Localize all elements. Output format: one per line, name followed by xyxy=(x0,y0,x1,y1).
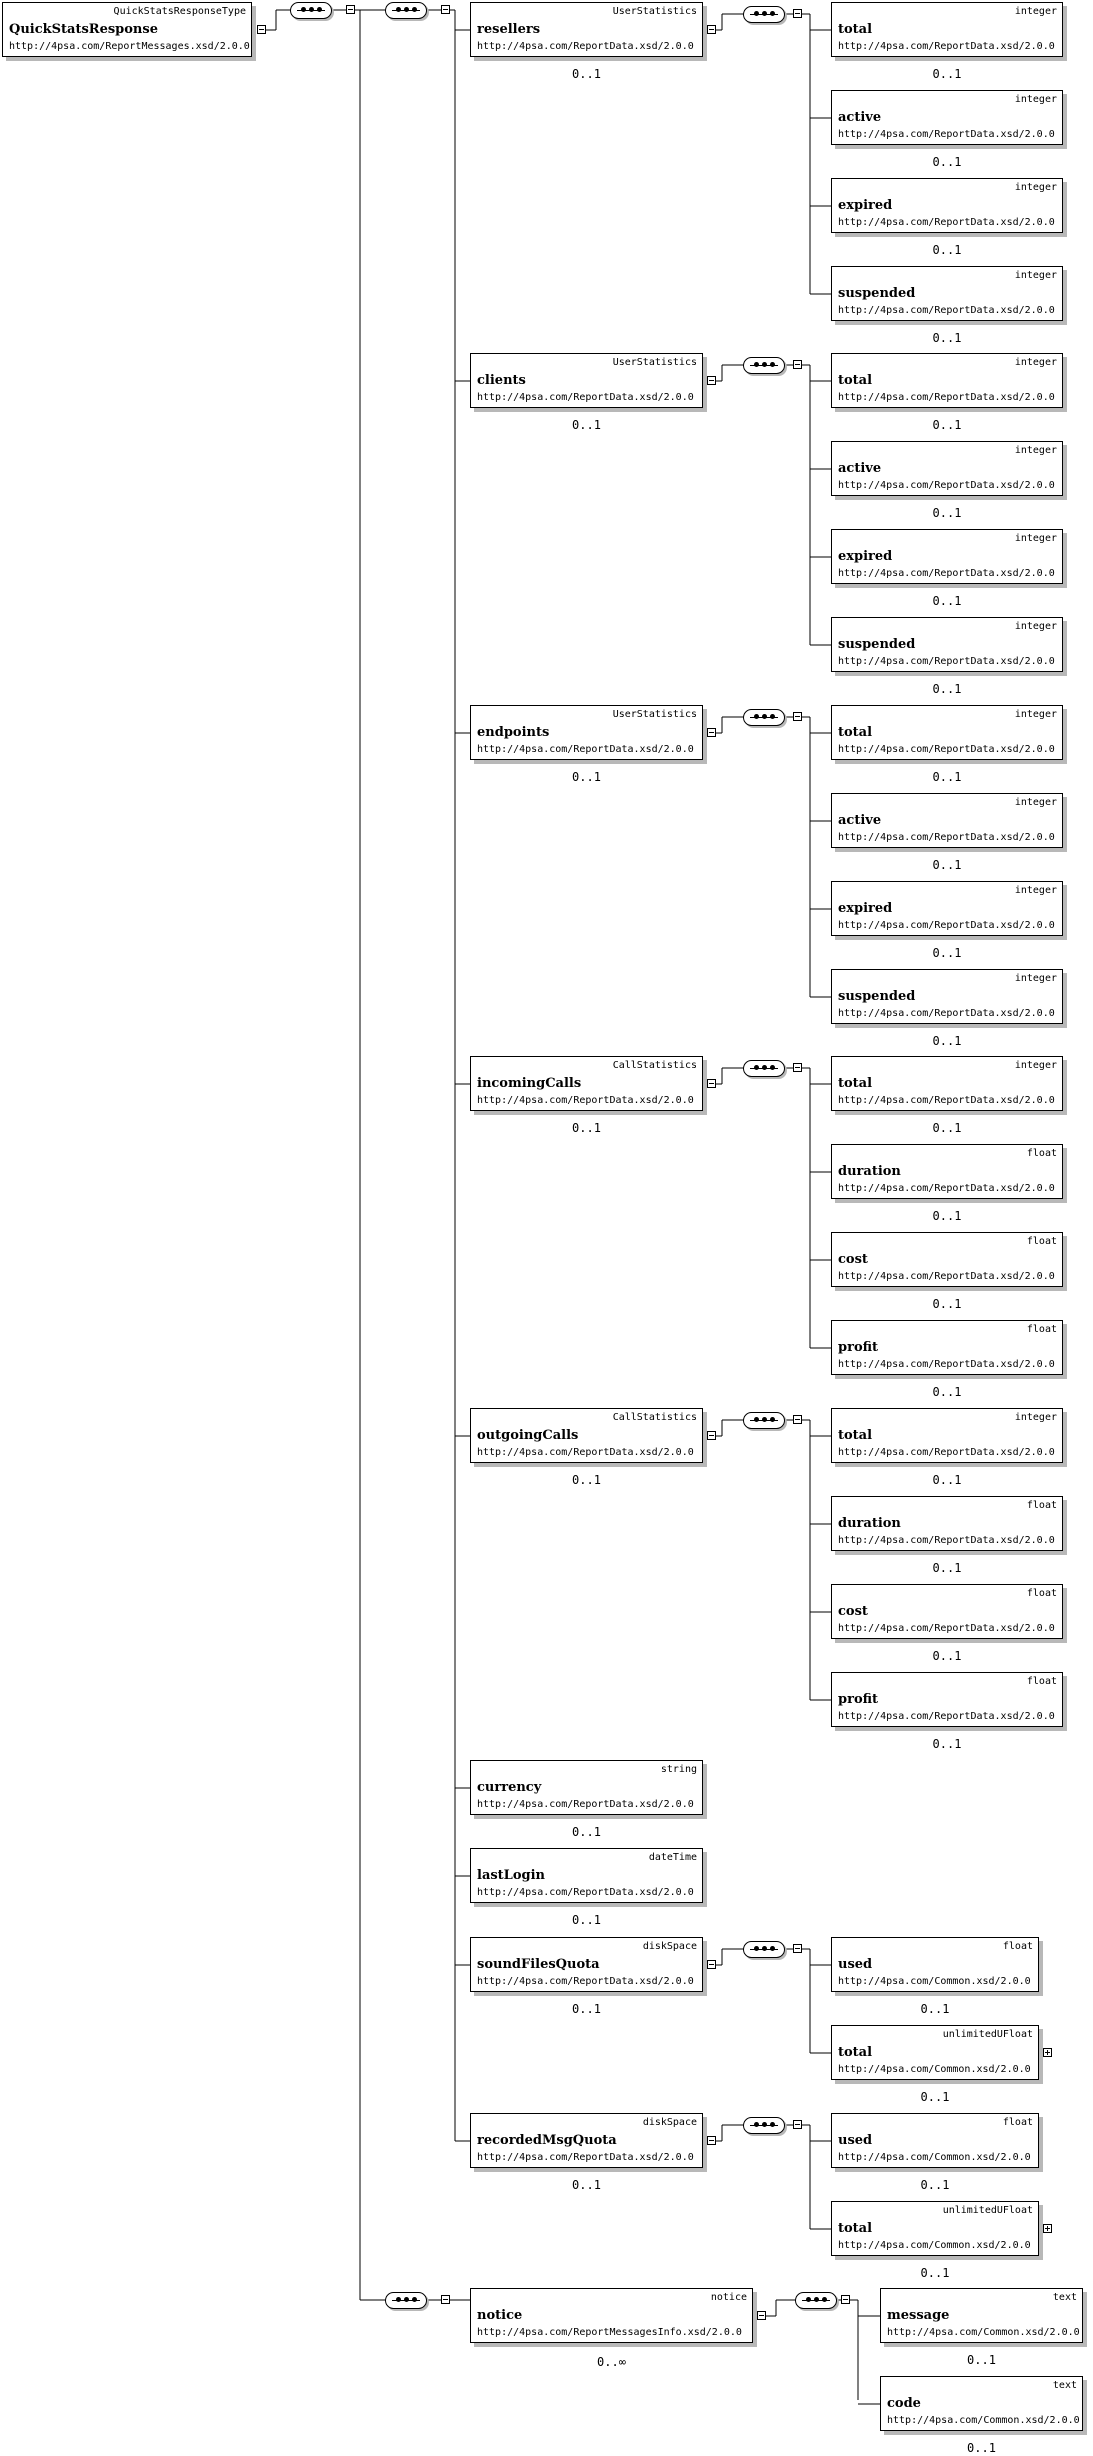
element-namespace: http://4psa.com/ReportMessages.xsd/2.0.0 xyxy=(9,41,250,52)
resellers-element[interactable] xyxy=(470,2,703,57)
element-namespace: http://4psa.com/ReportData.xsd/2.0.0 xyxy=(838,1623,1055,1634)
total-element[interactable] xyxy=(831,2201,1039,2256)
total-element[interactable] xyxy=(831,705,1063,760)
element-type-label: integer xyxy=(1014,533,1057,544)
sequence-compositor-icon xyxy=(743,2117,785,2134)
sequence-compositor-icon xyxy=(743,1412,785,1429)
incomingCalls-element[interactable] xyxy=(470,1056,703,1111)
element-namespace: http://4psa.com/Common.xsd/2.0.0 xyxy=(887,2327,1080,2338)
element-namespace: http://4psa.com/ReportData.xsd/2.0.0 xyxy=(838,1271,1055,1282)
element-type-label: CallStatistics xyxy=(612,1060,697,1071)
element-namespace: http://4psa.com/ReportData.xsd/2.0.0 xyxy=(477,392,694,403)
cardinality-label: 0..1 xyxy=(920,2002,950,2016)
expired-element[interactable] xyxy=(831,881,1063,936)
element-namespace: http://4psa.com/ReportData.xsd/2.0.0 xyxy=(477,41,694,52)
element-name: resellers xyxy=(477,22,541,37)
sequence-compositor-icon xyxy=(743,1941,785,1958)
expired-element[interactable] xyxy=(831,529,1063,584)
cardinality-label: 0..1 xyxy=(932,1385,962,1399)
element-name: profit xyxy=(838,1340,879,1355)
element-type-label: integer xyxy=(1014,1412,1057,1423)
collapse-toggle-icon[interactable] xyxy=(793,2120,802,2129)
cardinality-label: 0..1 xyxy=(932,1034,962,1048)
element-namespace: http://4psa.com/Common.xsd/2.0.0 xyxy=(838,2064,1031,2075)
element-name: message xyxy=(887,2308,950,2323)
element-namespace: http://4psa.com/ReportData.xsd/2.0.0 xyxy=(838,1359,1055,1370)
duration-element[interactable] xyxy=(831,1496,1063,1551)
active-element[interactable] xyxy=(831,441,1063,496)
element-type-label: UserStatistics xyxy=(612,6,697,17)
element-name: total xyxy=(838,1428,873,1443)
element-type-label: float xyxy=(1026,1148,1057,1159)
element-namespace: http://4psa.com/ReportData.xsd/2.0.0 xyxy=(838,217,1055,228)
element-name: total xyxy=(838,22,873,37)
element-namespace: http://4psa.com/ReportMessagesInfo.xsd/2.0.0 xyxy=(477,2327,742,2338)
element-name: duration xyxy=(838,1516,901,1531)
element-namespace: http://4psa.com/ReportData.xsd/2.0.0 xyxy=(838,1008,1055,1019)
profit-element[interactable] xyxy=(831,1672,1063,1727)
element-name: cost xyxy=(838,1604,868,1619)
used-element[interactable] xyxy=(831,2113,1039,2168)
cardinality-label: 0..1 xyxy=(932,331,962,345)
cardinality-label: 0..1 xyxy=(932,1209,962,1223)
cardinality-label: 0..1 xyxy=(932,155,962,169)
element-namespace: http://4psa.com/ReportData.xsd/2.0.0 xyxy=(838,1711,1055,1722)
element-name: total xyxy=(838,373,873,388)
element-namespace: http://4psa.com/ReportData.xsd/2.0.0 xyxy=(477,1095,694,1106)
profit-element[interactable] xyxy=(831,1320,1063,1375)
element-type-label: float xyxy=(1026,1236,1057,1247)
cardinality-label: 0..∞ xyxy=(597,2355,626,2369)
element-name: code xyxy=(887,2396,921,2411)
sequence-compositor-icon xyxy=(795,2292,837,2309)
cardinality-label: 0..1 xyxy=(932,1737,962,1751)
element-type-label: integer xyxy=(1014,1060,1057,1071)
cardinality-label: 0..1 xyxy=(932,946,962,960)
element-name: total xyxy=(838,1076,873,1091)
element-type-label: float xyxy=(1026,1500,1057,1511)
element-name: total xyxy=(838,2045,873,2060)
element-type-label: integer xyxy=(1014,445,1057,456)
element-namespace: http://4psa.com/ReportData.xsd/2.0.0 xyxy=(477,744,694,755)
element-name: currency xyxy=(477,1780,542,1795)
cardinality-label: 0..1 xyxy=(932,682,962,696)
element-type-label: unlimitedUFloat xyxy=(942,2029,1033,2040)
recordedMsgQuota-element[interactable] xyxy=(470,2113,703,2168)
element-type-label: dateTime xyxy=(648,1852,697,1863)
collapse-toggle-icon[interactable] xyxy=(841,2295,850,2304)
currency-element[interactable] xyxy=(470,1760,703,1815)
collapse-toggle-icon[interactable] xyxy=(793,1944,802,1953)
sequence-compositor-icon xyxy=(385,2,427,19)
suspended-element[interactable] xyxy=(831,617,1063,672)
element-namespace: http://4psa.com/ReportData.xsd/2.0.0 xyxy=(838,568,1055,579)
collapse-toggle-icon[interactable] xyxy=(793,9,802,18)
element-type-label: text xyxy=(1052,2380,1077,2391)
cardinality-label: 0..1 xyxy=(932,67,962,81)
cardinality-label: 0..1 xyxy=(572,1825,601,1839)
element-name: total xyxy=(838,2221,873,2236)
element-name: incomingCalls xyxy=(477,1076,582,1091)
cardinality-label: 0..1 xyxy=(572,2178,601,2192)
expand-toggle-icon[interactable] xyxy=(1043,2048,1052,2057)
element-type-label: integer xyxy=(1014,182,1057,193)
cardinality-label: 0..1 xyxy=(967,2441,996,2455)
collapse-toggle-icon[interactable] xyxy=(257,25,266,34)
cardinality-label: 0..1 xyxy=(572,2002,601,2016)
collapse-toggle-icon[interactable] xyxy=(793,360,802,369)
element-name: total xyxy=(838,725,873,740)
collapse-toggle-icon[interactable] xyxy=(707,728,716,737)
total-element[interactable] xyxy=(831,2025,1039,2080)
duration-element[interactable] xyxy=(831,1144,1063,1199)
element-type-label: integer xyxy=(1014,270,1057,281)
sequence-compositor-icon xyxy=(743,6,785,23)
element-type-label: integer xyxy=(1014,973,1057,984)
cardinality-label: 0..1 xyxy=(932,770,962,784)
element-namespace: http://4psa.com/ReportData.xsd/2.0.0 xyxy=(838,392,1055,403)
element-type-label: float xyxy=(1026,1676,1057,1687)
element-namespace: http://4psa.com/ReportData.xsd/2.0.0 xyxy=(477,1447,694,1458)
collapse-toggle-icon[interactable] xyxy=(793,1415,802,1424)
collapse-toggle-icon[interactable] xyxy=(441,2295,450,2304)
element-name: soundFilesQuota xyxy=(477,1957,600,1972)
element-name: used xyxy=(838,2133,873,2148)
total-element[interactable] xyxy=(831,2,1063,57)
notice-element[interactable] xyxy=(470,2288,753,2343)
collapse-toggle-icon[interactable] xyxy=(707,25,716,34)
collapse-toggle-icon[interactable] xyxy=(793,1063,802,1072)
outgoingCalls-element[interactable] xyxy=(470,1408,703,1463)
element-type-label: float xyxy=(1026,1588,1057,1599)
element-namespace: http://4psa.com/ReportData.xsd/2.0.0 xyxy=(838,1095,1055,1106)
element-namespace: http://4psa.com/ReportData.xsd/2.0.0 xyxy=(477,2152,694,2163)
element-namespace: http://4psa.com/ReportData.xsd/2.0.0 xyxy=(477,1799,694,1810)
element-name: expired xyxy=(838,549,893,564)
lastLogin-element[interactable] xyxy=(470,1848,703,1903)
cardinality-label: 0..1 xyxy=(572,770,601,784)
sequence-compositor-icon xyxy=(385,2292,427,2309)
sequence-compositor-icon xyxy=(743,709,785,726)
cardinality-label: 0..1 xyxy=(572,67,601,81)
element-type-label: QuickStatsResponseType xyxy=(113,6,246,17)
quick-stats-response-element[interactable] xyxy=(2,2,252,57)
element-namespace: http://4psa.com/Common.xsd/2.0.0 xyxy=(838,1976,1031,1987)
element-name: recordedMsgQuota xyxy=(477,2133,617,2148)
element-type-label: integer xyxy=(1014,94,1057,105)
total-element[interactable] xyxy=(831,1056,1063,1111)
element-namespace: http://4psa.com/ReportData.xsd/2.0.0 xyxy=(838,41,1055,52)
cardinality-label: 0..1 xyxy=(932,1649,962,1663)
cardinality-label: 0..1 xyxy=(932,594,962,608)
element-type-label: float xyxy=(1002,1941,1033,1952)
cardinality-label: 0..1 xyxy=(932,1473,962,1487)
cardinality-label: 0..1 xyxy=(932,243,962,257)
cardinality-label: 0..1 xyxy=(932,418,962,432)
element-type-label: integer xyxy=(1014,6,1057,17)
cardinality-label: 0..1 xyxy=(920,2178,950,2192)
element-type-label: CallStatistics xyxy=(612,1412,697,1423)
element-name: expired xyxy=(838,198,893,213)
element-name: used xyxy=(838,1957,873,1972)
suspended-element[interactable] xyxy=(831,969,1063,1024)
expired-element[interactable] xyxy=(831,178,1063,233)
element-name: suspended xyxy=(838,637,916,652)
element-namespace: http://4psa.com/ReportData.xsd/2.0.0 xyxy=(477,1976,694,1987)
soundFilesQuota-element[interactable] xyxy=(470,1937,703,1992)
cardinality-label: 0..1 xyxy=(932,506,962,520)
element-name: notice xyxy=(477,2308,523,2323)
collapse-toggle-icon[interactable] xyxy=(441,5,450,14)
collapse-toggle-icon[interactable] xyxy=(757,2311,766,2320)
element-type-label: float xyxy=(1002,2117,1033,2128)
element-type-label: notice xyxy=(710,2292,747,2303)
cardinality-label: 0..1 xyxy=(920,2090,950,2104)
expand-toggle-icon[interactable] xyxy=(1043,2224,1052,2233)
element-name: active xyxy=(838,461,882,476)
cardinality-label: 0..1 xyxy=(932,1297,962,1311)
sequence-compositor-icon xyxy=(743,1060,785,1077)
element-name: suspended xyxy=(838,286,916,301)
used-element[interactable] xyxy=(831,1937,1039,1992)
element-namespace: http://4psa.com/ReportData.xsd/2.0.0 xyxy=(838,1183,1055,1194)
element-type-label: integer xyxy=(1014,797,1057,808)
element-namespace: http://4psa.com/ReportData.xsd/2.0.0 xyxy=(838,832,1055,843)
active-element[interactable] xyxy=(831,90,1063,145)
cardinality-label: 0..1 xyxy=(932,1121,962,1135)
collapse-toggle-icon[interactable] xyxy=(793,712,802,721)
code-element[interactable] xyxy=(880,2376,1083,2431)
active-element[interactable] xyxy=(831,793,1063,848)
element-namespace: http://4psa.com/Common.xsd/2.0.0 xyxy=(838,2240,1031,2251)
total-element[interactable] xyxy=(831,1408,1063,1463)
element-namespace: http://4psa.com/ReportData.xsd/2.0.0 xyxy=(838,1447,1055,1458)
cardinality-label: 0..1 xyxy=(572,418,601,432)
cardinality-label: 0..1 xyxy=(920,2266,950,2280)
element-namespace: http://4psa.com/ReportData.xsd/2.0.0 xyxy=(838,744,1055,755)
sequence-compositor-icon xyxy=(290,2,332,19)
element-name: suspended xyxy=(838,989,916,1004)
element-name: endpoints xyxy=(477,725,550,740)
element-name: QuickStatsResponse xyxy=(9,22,158,37)
cardinality-label: 0..1 xyxy=(572,1121,601,1135)
cost-element[interactable] xyxy=(831,1584,1063,1639)
element-type-label: integer xyxy=(1014,709,1057,720)
element-namespace: http://4psa.com/Common.xsd/2.0.0 xyxy=(887,2415,1080,2426)
collapse-toggle-icon[interactable] xyxy=(707,1960,716,1969)
element-namespace: http://4psa.com/ReportData.xsd/2.0.0 xyxy=(838,920,1055,931)
cost-element[interactable] xyxy=(831,1232,1063,1287)
element-type-label: UserStatistics xyxy=(612,357,697,368)
element-namespace: http://4psa.com/ReportData.xsd/2.0.0 xyxy=(477,1887,694,1898)
element-name: duration xyxy=(838,1164,901,1179)
element-name: active xyxy=(838,813,882,828)
element-namespace: http://4psa.com/ReportData.xsd/2.0.0 xyxy=(838,480,1055,491)
cardinality-label: 0..1 xyxy=(932,858,962,872)
collapse-toggle-icon[interactable] xyxy=(707,1079,716,1088)
element-type-label: diskSpace xyxy=(642,1941,697,1952)
element-type-label: text xyxy=(1052,2292,1077,2303)
cardinality-label: 0..1 xyxy=(932,1561,962,1575)
element-name: outgoingCalls xyxy=(477,1428,579,1443)
element-namespace: http://4psa.com/Common.xsd/2.0.0 xyxy=(838,2152,1031,2163)
element-type-label: float xyxy=(1026,1324,1057,1335)
clients-element[interactable] xyxy=(470,353,703,408)
cardinality-label: 0..1 xyxy=(967,2353,996,2367)
element-type-label: diskSpace xyxy=(642,2117,697,2128)
element-type-label: UserStatistics xyxy=(612,709,697,720)
collapse-toggle-icon[interactable] xyxy=(346,5,355,14)
collapse-toggle-icon[interactable] xyxy=(707,2136,716,2145)
element-type-label: string xyxy=(660,1764,697,1775)
element-name: lastLogin xyxy=(477,1868,545,1883)
collapse-toggle-icon[interactable] xyxy=(707,1431,716,1440)
element-namespace: http://4psa.com/ReportData.xsd/2.0.0 xyxy=(838,656,1055,667)
element-name: cost xyxy=(838,1252,868,1267)
total-element[interactable] xyxy=(831,353,1063,408)
element-type-label: unlimitedUFloat xyxy=(942,2205,1033,2216)
suspended-element[interactable] xyxy=(831,266,1063,321)
element-namespace: http://4psa.com/ReportData.xsd/2.0.0 xyxy=(838,1535,1055,1546)
element-name: profit xyxy=(838,1692,879,1707)
cardinality-label: 0..1 xyxy=(572,1473,601,1487)
element-name: clients xyxy=(477,373,526,388)
element-name: expired xyxy=(838,901,893,916)
element-type-label: integer xyxy=(1014,885,1057,896)
element-namespace: http://4psa.com/ReportData.xsd/2.0.0 xyxy=(838,305,1055,316)
element-name: active xyxy=(838,110,882,125)
element-type-label: integer xyxy=(1014,621,1057,632)
cardinality-label: 0..1 xyxy=(572,1913,601,1927)
element-namespace: http://4psa.com/ReportData.xsd/2.0.0 xyxy=(838,129,1055,140)
message-element[interactable] xyxy=(880,2288,1083,2343)
sequence-compositor-icon xyxy=(743,357,785,374)
endpoints-element[interactable] xyxy=(470,705,703,760)
element-type-label: integer xyxy=(1014,357,1057,368)
collapse-toggle-icon[interactable] xyxy=(707,376,716,385)
